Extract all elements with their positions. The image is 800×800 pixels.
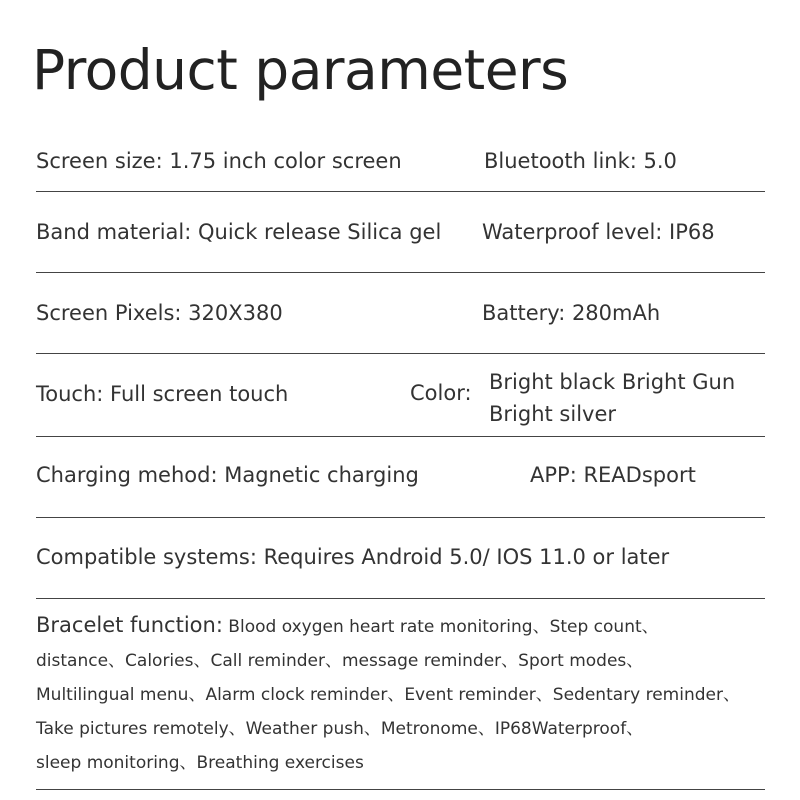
param-row-pixels bbox=[36, 273, 765, 354]
param-row-band bbox=[36, 192, 765, 273]
waterproof-text: Waterproof level: IP68 bbox=[482, 220, 715, 244]
charging-text: Charging mehod: Magnetic charging bbox=[36, 463, 419, 487]
param-row-compatible bbox=[36, 518, 765, 599]
param-row-screen bbox=[36, 132, 765, 192]
app-text: APP: READsport bbox=[530, 463, 696, 487]
color-values bbox=[489, 366, 735, 430]
band-material-text: Band material: Quick release Silica gel bbox=[36, 220, 442, 244]
bracelet-line-1 bbox=[36, 608, 766, 644]
bracelet-functions-1: Blood oxygen heart rate monitoring、Step count、 bbox=[222, 617, 659, 637]
battery-text: Battery: 280mAh bbox=[482, 301, 661, 325]
bluetooth-text: Bluetooth link: 5.0 bbox=[484, 149, 677, 173]
bracelet-function-label: Bracelet function: bbox=[36, 613, 223, 637]
bracelet-line-3: Multilingual menu、Alarm clock reminder、Event reminder、Sedentary reminder、 bbox=[36, 685, 740, 705]
bracelet-line-5: sleep monitoring、Breathing exercises bbox=[36, 753, 364, 773]
touch-text: Touch: Full screen touch bbox=[36, 382, 289, 406]
param-row-charging bbox=[36, 437, 765, 518]
color-value-line1: Bright black Bright Gun bbox=[489, 370, 736, 394]
screen-size-text: Screen size: 1.75 inch color screen bbox=[36, 149, 402, 173]
bottom-divider bbox=[36, 789, 765, 790]
param-row-touch bbox=[36, 354, 765, 437]
bracelet-function-block bbox=[36, 608, 766, 780]
color-value-line2: Bright silver bbox=[489, 402, 617, 426]
color-label: Color: bbox=[410, 381, 472, 405]
page-title: Product parameters bbox=[32, 38, 569, 102]
bracelet-line-4: Take pictures remotely、Weather push、Metronome、IP68Waterproof、 bbox=[36, 719, 644, 739]
screen-pixels-text: Screen Pixels: 320X380 bbox=[36, 301, 283, 325]
compatible-text: Compatible systems: Requires Android 5.0/ IOS 11.0 or later bbox=[36, 545, 670, 569]
bracelet-line-2: distance、Calories、Call reminder、message reminder、Sport modes、 bbox=[36, 651, 644, 671]
